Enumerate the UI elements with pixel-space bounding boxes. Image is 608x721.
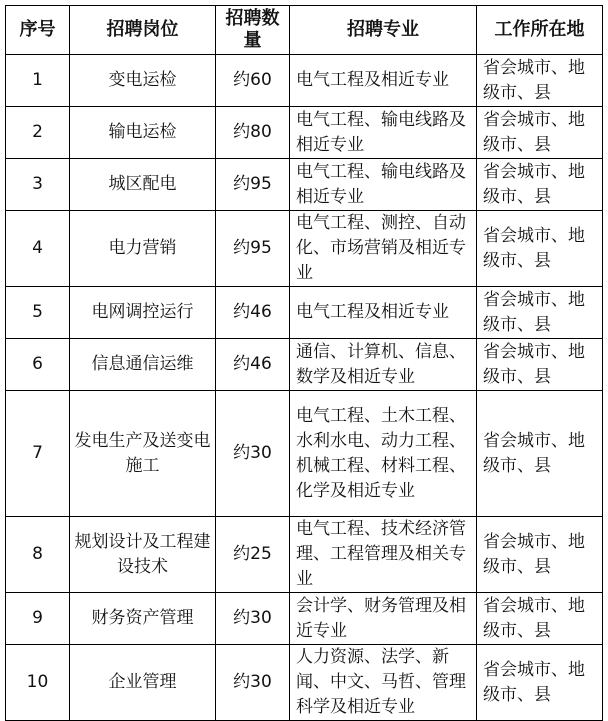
- cell-index: 10: [6, 645, 70, 721]
- cell-location: 省会城市、地级市、县: [477, 593, 603, 645]
- header-position: 招聘岗位: [70, 6, 216, 55]
- cell-position: 电力营销: [70, 211, 216, 287]
- cell-count: 约46: [216, 287, 290, 339]
- cell-index: 6: [6, 339, 70, 391]
- cell-count: 约30: [216, 391, 290, 517]
- cell-position: 电网调控运行: [70, 287, 216, 339]
- cell-position: 信息通信运维: [70, 339, 216, 391]
- cell-index: 1: [6, 55, 70, 107]
- recruitment-table: [5, 5, 603, 721]
- cell-count: 约30: [216, 593, 290, 645]
- cell-index: 8: [6, 517, 70, 593]
- cell-position: 输电运检: [70, 107, 216, 159]
- cell-location: 省会城市、地级市、县: [477, 517, 603, 593]
- cell-position: 企业管理: [70, 645, 216, 721]
- cell-major: 电气工程、技术经济管理、工程管理及相关专业: [290, 517, 477, 593]
- header-major: 招聘专业: [290, 6, 477, 55]
- header-location: 工作所在地: [477, 6, 603, 55]
- cell-location: 省会城市、地级市、县: [477, 159, 603, 211]
- table-row: [6, 593, 603, 645]
- header-count: 招聘数量: [216, 6, 290, 55]
- cell-index: 5: [6, 287, 70, 339]
- cell-position: 财务资产管理: [70, 593, 216, 645]
- cell-location: 省会城市、地级市、县: [477, 287, 603, 339]
- cell-index: 2: [6, 107, 70, 159]
- cell-location: 省会城市、地级市、县: [477, 645, 603, 721]
- cell-major: 人力资源、法学、新闻、中文、马哲、管理科学及相近专业: [290, 645, 477, 721]
- table-row: [6, 287, 603, 339]
- cell-position: 规划设计及工程建设技术: [70, 517, 216, 593]
- table-row: [6, 159, 603, 211]
- cell-location: 省会城市、地级市、县: [477, 391, 603, 517]
- cell-major: 电气工程、输电线路及相近专业: [290, 107, 477, 159]
- table-row: [6, 645, 603, 721]
- table-row: [6, 517, 603, 593]
- table-header-row: [6, 6, 603, 55]
- cell-count: 约95: [216, 159, 290, 211]
- table-row: [6, 391, 603, 517]
- cell-count: 约60: [216, 55, 290, 107]
- header-index: 序号: [6, 6, 70, 55]
- cell-index: 4: [6, 211, 70, 287]
- cell-major: 电气工程、输电线路及相近专业: [290, 159, 477, 211]
- cell-count: 约80: [216, 107, 290, 159]
- table-row: [6, 211, 603, 287]
- table-row: [6, 107, 603, 159]
- cell-count: 约25: [216, 517, 290, 593]
- cell-position: 城区配电: [70, 159, 216, 211]
- cell-count: 约46: [216, 339, 290, 391]
- cell-major: 电气工程、土木工程、水利水电、动力工程、机械工程、材料工程、化学及相近专业: [290, 391, 477, 517]
- cell-position: 发电生产及送变电施工: [70, 391, 216, 517]
- cell-location: 省会城市、地级市、县: [477, 107, 603, 159]
- cell-location: 省会城市、地级市、县: [477, 211, 603, 287]
- cell-major: 电气工程及相近专业: [290, 55, 477, 107]
- cell-location: 省会城市、地级市、县: [477, 339, 603, 391]
- cell-count: 约30: [216, 645, 290, 721]
- cell-major: 通信、计算机、信息、数学及相近专业: [290, 339, 477, 391]
- cell-major: 电气工程、测控、自动化、市场营销及相近专业: [290, 211, 477, 287]
- cell-index: 7: [6, 391, 70, 517]
- cell-position: 变电运检: [70, 55, 216, 107]
- table-row: [6, 339, 603, 391]
- cell-index: 9: [6, 593, 70, 645]
- cell-location: 省会城市、地级市、县: [477, 55, 603, 107]
- table-row: [6, 55, 603, 107]
- cell-count: 约95: [216, 211, 290, 287]
- cell-major: 会计学、财务管理及相近专业: [290, 593, 477, 645]
- cell-major: 电气工程及相近专业: [290, 287, 477, 339]
- cell-index: 3: [6, 159, 70, 211]
